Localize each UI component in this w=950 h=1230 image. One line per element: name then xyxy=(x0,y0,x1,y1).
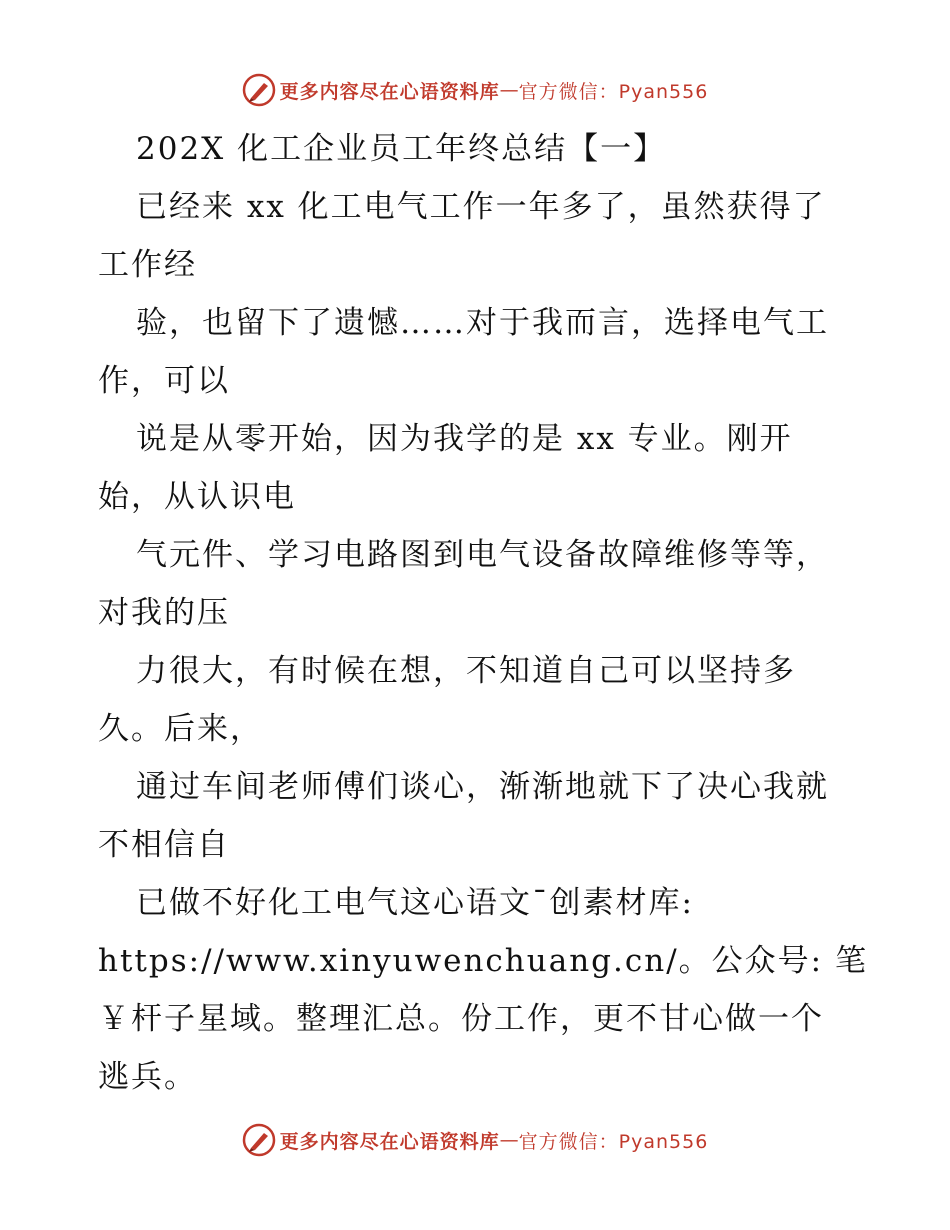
paragraph-line: 已做不好化工电气这心语文¯创素材库: xyxy=(136,885,694,921)
paragraph-line: 工作经 xyxy=(98,247,197,283)
paragraph-line: 始，从认识电 xyxy=(98,479,296,515)
pen-logo-icon xyxy=(242,1123,276,1157)
paragraph-line: 对我的压 xyxy=(98,595,230,631)
paragraph-line: 不相信自 xyxy=(98,827,230,863)
paragraph-line: 气元件、学习电路图到电气设备故障维修等等， xyxy=(136,537,829,573)
banner-site-text: 更多内容尽在心语资料库 xyxy=(279,80,500,103)
paragraph-line: 已经来 xx 化工电气工作一年多了，虽然获得了 xyxy=(136,189,826,225)
document-title: 202X 化工企业员工年终总结【一】 xyxy=(136,131,667,167)
paragraph-line: 说是从零开始，因为我学的是 xx 专业。刚开 xyxy=(136,421,793,457)
paragraph-line: ￥杆子星域。整理汇总。份工作，更不甘心做一个 xyxy=(98,1001,824,1037)
paragraph-line: 验，也留下了遗憾……对于我而言，选择电气工 xyxy=(136,305,829,341)
paragraph-line: 通过车间老师傅们谈心，渐渐地就下了决心我就 xyxy=(136,769,829,805)
paragraph-line: 作，可以 xyxy=(98,363,230,399)
banner-wechat-text: 官方微信：Pyan556 xyxy=(518,80,709,103)
banner-site-text: 更多内容尽在心语资料库 xyxy=(279,1130,500,1153)
header-watermark-banner xyxy=(0,70,950,110)
paragraph-line: 力很大，有时候在想，不知道自己可以坚持多 xyxy=(136,653,796,689)
paragraph-line: 久。后来， xyxy=(98,711,263,747)
banner-wechat-text: 官方微信：Pyan556 xyxy=(518,1130,709,1153)
pen-logo-icon xyxy=(242,73,276,107)
document-body xyxy=(98,120,868,1106)
paragraph-line: https://www.xinyuwenchuang.cn/。公众号: 笔 xyxy=(98,943,868,979)
banner-separator: — xyxy=(499,79,519,101)
footer-watermark-banner xyxy=(0,1120,950,1160)
banner-separator: — xyxy=(499,1129,519,1151)
paragraph-line: 逃兵。 xyxy=(98,1059,197,1095)
